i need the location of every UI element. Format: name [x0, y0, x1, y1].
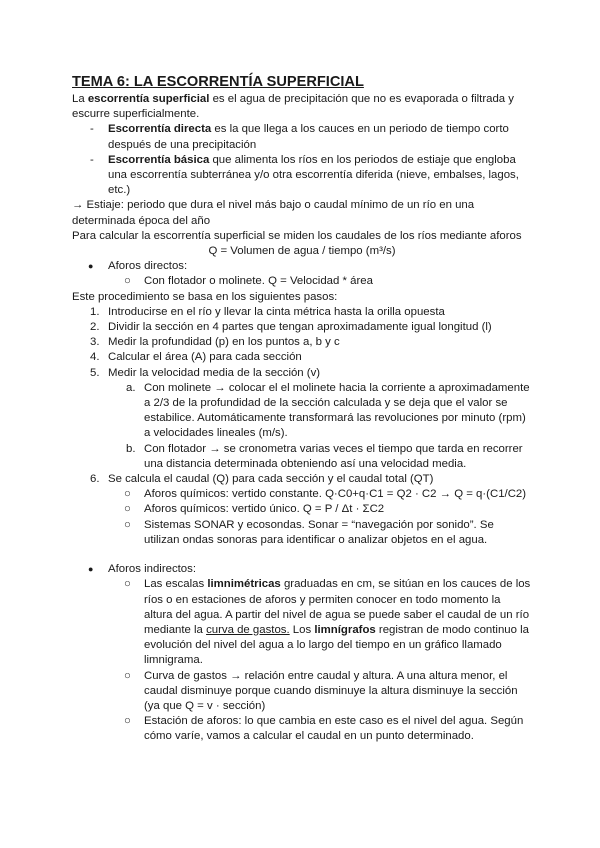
calc-intro: Para calcular la escorrentía superficial se miden los caudales de los ríos mediante aforos	[72, 229, 522, 242]
list-item: 5. Medir la velocidad media de la sección (v)	[90, 366, 321, 379]
intro-paragraph: La escorrentía superficial es el agua de precipitación que no es evaporada o filtrada y escurre superficialmente.	[72, 93, 514, 121]
aforos-directos-list	[72, 259, 532, 289]
page-title: TEMA 6: LA ESCORRENTÍA SUPERFICIAL	[72, 74, 364, 90]
list-item: ● Aforos indirectos:	[72, 562, 532, 577]
intro-term: escorrentía superficial	[87, 93, 210, 105]
list-item: 1. Introducirse en el río y llevar la cinta métrica hasta la orilla opuesta	[90, 305, 445, 318]
list-item: b. Con flotador → se cronometra varias veces el tiempo que tarda en recorrer una distancia determinada obteniendo así una velocidad media.	[126, 442, 523, 470]
list-item: ○ Estación de aforos: lo que cambia en este caso es el nivel del agua. Según cómo varíe, vamos a calcular el caudal en un punto determinado.	[124, 715, 524, 743]
step5-sublist	[72, 381, 532, 472]
step6-sublist	[72, 487, 532, 548]
list-item: - Escorrentía básica que alimenta los ríos en los periodos de estiaje que engloba una escorrentía subterránea y/o otra escorrentía diferida (nieve, embalses, lagos, etc.)	[90, 153, 519, 197]
underlined-term: curva de gastos.	[206, 623, 290, 636]
circle-marker: ○	[124, 669, 131, 682]
estiaje-definition: → Estiaje: periodo que dura el nivel más bajo o caudal mínimo de un río en una determinada época del año	[72, 199, 475, 227]
circle-marker: ○	[124, 488, 131, 501]
list-item: ○ Aforos químicos: vertido constante. Q·C0+q·C1 = Q2 · C2 → Q = q·(C1/C2)	[72, 487, 532, 502]
list-item: ○ Sistemas SONAR y ecosondas. Sonar = “navegación por sonido”. Se utilizan ondas sonoras para identificar o analizar objetos en el agua.	[124, 518, 494, 546]
circle-marker: ○	[124, 503, 131, 516]
bullet-marker: ●	[88, 261, 94, 272]
list-item: 3. Medir la profundidad (p) en los puntos a, b y c	[90, 336, 340, 349]
list-item: ○ Con flotador o molinete. Q = Velocidad * área	[72, 274, 532, 289]
spacer	[72, 548, 532, 562]
step-6: 6. Se calcula el caudal (Q) para cada sección y el caudal total (QT)	[90, 473, 434, 486]
list-item: ○ Curva de gastos → relación entre caudal y altura. A una altura menor, el caudal disminuye porque cuando disminuye la altura disminuye la sección (ya que Q = v · sección)	[124, 669, 518, 712]
list-item: a. Con molinete → colocar el el molinete hacia la corriente a aproximadamente a 2/3 de la profundidad de la sección calculada y se deja que el valor se estabilice. Automáticamente transformará las revoluciones por minuto (rpm) a velocidades lineales (m/s).	[126, 381, 530, 440]
list-item: ● Aforos directos:	[72, 259, 532, 274]
list-item: ○ Las escalas limnimétricas graduadas en cm, se sitúan en los cauces de los ríos o en estaciones de aforos y permiten conocer en todo momento la altura del agua. A partir del nivel de agua se puede saber el caudal de un río mediante la curva de gastos. Los limnígrafos registran de modo continuo la evolución del nivel del agua a lo largo del tiempo en un gráfico llamado limnigrama.	[124, 578, 531, 667]
circle-marker: ○	[124, 275, 131, 288]
circle-marker: ○	[124, 578, 131, 591]
circle-marker: ○	[124, 518, 131, 531]
procedure-intro: Este procedimiento se basa en los siguientes pasos:	[72, 290, 338, 303]
steps-list	[72, 305, 532, 381]
list-item: 4. Calcular el área (A) para cada sección	[90, 351, 302, 364]
dash-marker: -	[90, 123, 94, 136]
list-item: - Escorrentía directa es la que llega a los cauces en un periodo de tiempo corto después de una precipitación	[90, 123, 509, 151]
bullet-marker: ●	[88, 564, 94, 575]
dash-marker: -	[90, 153, 94, 166]
flow-formula: Q = Volumen de agua / tiempo (m³/s)	[208, 245, 396, 258]
runoff-types-list	[72, 122, 532, 198]
list-item: ○ Aforos químicos: vertido único. Q = P / Δt · ΣC2	[72, 502, 532, 517]
document-page	[72, 74, 532, 745]
list-item: 2. Dividir la sección en 4 partes que tengan aproximadamente igual longitud (l)	[90, 321, 492, 334]
circle-marker: ○	[124, 715, 131, 728]
aforos-indirectos-list	[72, 562, 532, 744]
